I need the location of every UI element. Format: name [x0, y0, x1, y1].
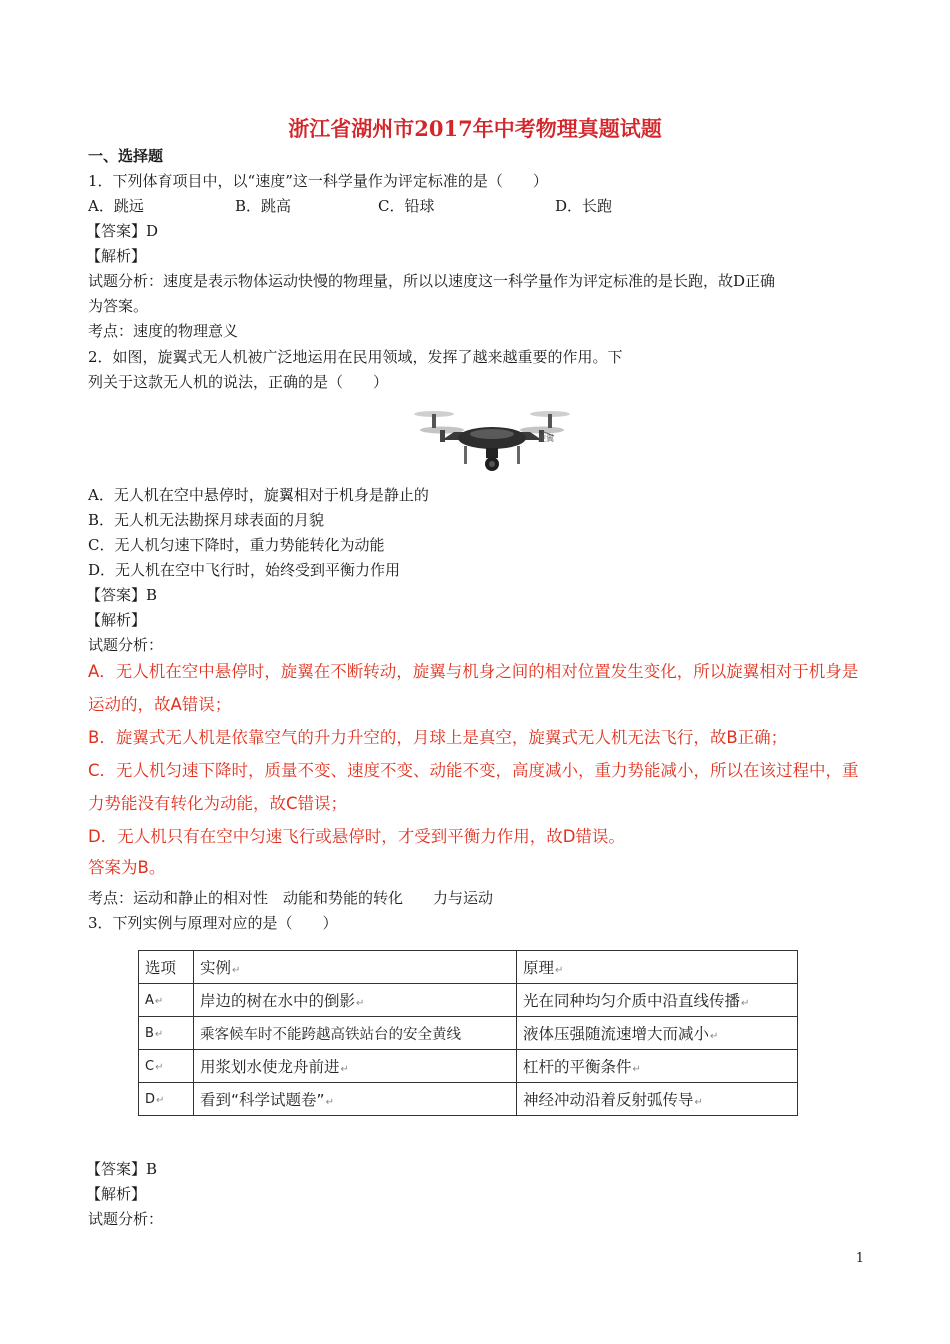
q2-analysis-head: 试题分析： — [88, 636, 164, 654]
table-cell-principle: 神经冲动沿着反射弧传导 — [523, 1091, 694, 1109]
q2-red-line-4: C．无人机匀速下降时，质量不变、速度不变、动能不变，高度减小，重力势能减小，所以在该过程中，重 — [88, 761, 859, 780]
q3-jiexi: 【解析】 — [86, 1185, 147, 1203]
table-row: B↵ 乘客候车时不能跨越高铁站台的安全黄线 液体压强随流速增大而减小↵ — [139, 1017, 798, 1050]
page-number: 1 — [855, 1251, 864, 1266]
table-header-option: 选项 — [145, 959, 177, 977]
drone-label: 旋翼 — [538, 434, 554, 443]
q3-stem: 3．下列实例与原理对应的是（ ） — [88, 914, 338, 932]
table-cell-option: D — [145, 1091, 156, 1107]
table-row: C↵ 用浆划水使龙舟前进↵ 杠杆的平衡条件↵ — [139, 1050, 798, 1083]
q2-red-line-1: A．无人机在空中悬停时，旋翼在不断转动，旋翼与机身之间的相对位置发生变化，所以旋翼相对于机身是 — [88, 662, 859, 681]
q1-option-c: C．铅球 — [378, 197, 435, 215]
q2-kaodian: 考点：运动和静止的相对性 动能和势能的转化 力与运动 — [88, 889, 494, 907]
table-cell-option: A — [145, 992, 154, 1008]
table-cell-example: 用浆划水使龙舟前进 — [200, 1058, 340, 1076]
q2-option-d: D．无人机在空中飞行时，始终受到平衡力作用 — [88, 561, 401, 579]
table-row: D↵ 看到“科学试题卷”↵ 神经冲动沿着反射弧传导↵ — [139, 1083, 798, 1116]
q1-kaodian: 考点：速度的物理意义 — [88, 322, 239, 340]
q2-red-line-6: D．无人机只有在空中匀速飞行或悬停时，才受到平衡力作用，故D错误。 — [88, 827, 625, 846]
q1-jiexi: 【解析】 — [86, 247, 147, 265]
q1-option-b: B．跳高 — [235, 197, 292, 215]
table-row: A↵ 岸边的树在水中的倒影↵ 光在同种均匀介质中沿直线传播↵ — [139, 984, 798, 1017]
q2-red-line-2: 运动的，故A错误； — [88, 695, 232, 714]
table-cell-option: B — [145, 1025, 154, 1041]
q2-stem-line-2: 列关于这款无人机的说法，正确的是（ ） — [88, 373, 389, 391]
q2-stem-line-1: 2．如图，旋翼式无人机被广泛地运用在民用领域，发挥了越来越重要的作用。下 — [88, 348, 623, 366]
table-cell-principle: 杠杆的平衡条件 — [523, 1058, 632, 1076]
table-cell-principle: 液体压强随流速增大而减小 — [523, 1025, 710, 1043]
q1-option-a: A．跳远 — [88, 197, 144, 215]
table-cell-example: 岸边的树在水中的倒影 — [200, 992, 356, 1010]
table-header-example: 实例 — [200, 959, 232, 977]
table-cell-example: 看到“科学试题卷” — [200, 1091, 325, 1109]
q2-red-line-5: 力势能没有转化为动能，故C错误； — [88, 794, 348, 813]
table-header-row: 选项 实例↵ 原理↵ — [139, 951, 798, 984]
table-cell-principle: 光在同种均匀介质中沿直线传播 — [523, 992, 741, 1010]
q3-analysis-head: 试题分析： — [88, 1210, 164, 1228]
q1-analysis-line-2: 为答案。 — [88, 297, 149, 315]
q1-analysis-line-1: 试题分析：速度是表示物体运动快慢的物理量，所以以速度这一科学量作为评定标准的是长跑，故D正确 — [88, 272, 776, 290]
q2-answer: 【答案】B — [86, 586, 158, 604]
q2-red-line-7: 答案为B。 — [88, 858, 166, 877]
q3-table — [138, 950, 798, 1116]
q3-answer: 【答案】B — [86, 1160, 158, 1178]
table-cell-example: 乘客候车时不能跨越高铁站台的安全黄线 — [200, 1026, 461, 1043]
q2-option-a: A．无人机在空中悬停时，旋翼相对于机身是静止的 — [88, 486, 429, 504]
q1-answer: 【答案】D — [86, 222, 159, 240]
q2-option-b: B．无人机无法勘探月球表面的月貌 — [88, 511, 325, 529]
q1-option-d: D．长跑 — [555, 197, 613, 215]
q2-jiexi: 【解析】 — [86, 611, 147, 629]
q1-stem: 1．下列体育项目中，以“速度”这一科学量作为评定标准的是（ ） — [88, 172, 548, 190]
q2-option-c: C．无人机匀速下降时，重力势能转化为动能 — [88, 536, 385, 554]
drone-image — [412, 402, 572, 480]
page-title: 浙江省湖州市2017年中考物理真题试题 — [288, 116, 662, 141]
section-heading: 一、选择题 — [88, 147, 164, 165]
table-header-principle: 原理 — [523, 959, 555, 977]
q2-red-line-3: B．旋翼式无人机是依靠空气的升力升空的，月球上是真空，旋翼式无人机无法飞行，故B正确； — [88, 728, 788, 747]
table-cell-option: C — [145, 1058, 155, 1074]
